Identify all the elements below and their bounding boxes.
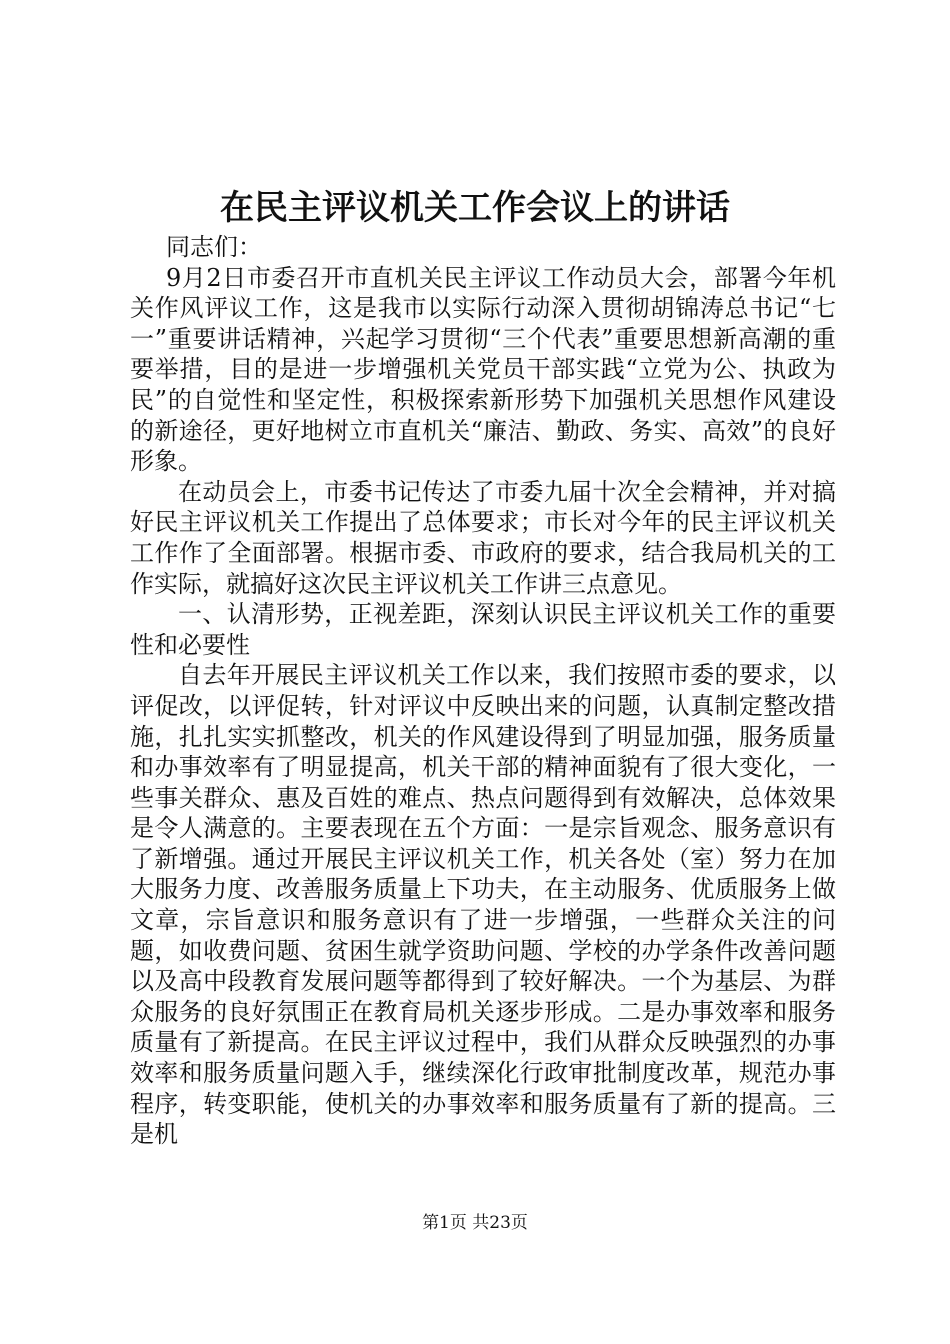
body-paragraph: 自去年开展民主评议机关工作以来，我们按照市委的要求，以评促改，以评促转，针对评议中反映出来的问题，认真制定整改措施，扎扎实实抓整改，机关的作风建设得到了明显加强，服务质量和办事效率有了明显提高，机关干部的精神面貌有了很大变化，一些事关群众、惠及百姓的难点、热点问题得到有效解决，总体效果是令人满意的。主要表现在五个方面：一是宗旨观念、服务意识有了新增强。通过开展民主评议机关工作，机关各处（室）努力在加大服务力度、改善服务质量上下功夫，在主动服务、优质服务上做文章，宗旨意识和服务意识有了进一步增强，一些群众关注的问题，如收费问题、贫困生就学资助问题、学校的办学条件改善问题以及高中段教育发展问题等都得到了较好解决。一个为基层、为群众服务的良好氛围正在教育局机关逐步形成。二是办事效率和服务质量有了新提高。在民主评议过程中，我们从群众反映强烈的办事效率和服务质量问题入手，继续深化行政审批制度改革，规范办事程序，转变职能，使机关的办事效率和服务质量有了新的提高。三是机 <box>130 661 836 1149</box>
page-title: 在民主评议机关工作会议上的讲话 <box>220 188 730 228</box>
document-body <box>130 232 836 1150</box>
body-paragraph: 在动员会上，市委书记传达了市委九届十次全会精神，并对搞好民主评议机关工作提出了总体要求；市长对今年的民主评议机关工作作了全面部署。根据市委、市政府的要求，结合我局机关的工作实际，就搞好这次民主评议机关工作讲三点意见。 <box>130 477 836 598</box>
salutation-paragraph: 同志们： <box>166 233 262 261</box>
page-footer <box>0 1210 950 1236</box>
section-heading: 一、认清形势，正视差距，深刻认识民主评议机关工作的重要性和必要性 <box>130 600 836 659</box>
body-paragraph: 9月2日市委召开市直机关民主评议工作动员大会，部署今年机关作风评议工作，这是我市以实际行动深入贯彻胡锦涛总书记“七一”重要讲话精神，兴起学习贯彻“三个代表”重要思想新高潮的重要举措，目的是进一步增强机关党员干部实践“立党为公、执政为民”的自觉性和坚定性，积极探索新形势下加强机关思想作风建设的新途径，更好地树立市直机关“廉洁、勤政、务实、高效”的良好形象。 <box>130 263 836 476</box>
page-number: 第1页 共23页 <box>422 1213 528 1233</box>
